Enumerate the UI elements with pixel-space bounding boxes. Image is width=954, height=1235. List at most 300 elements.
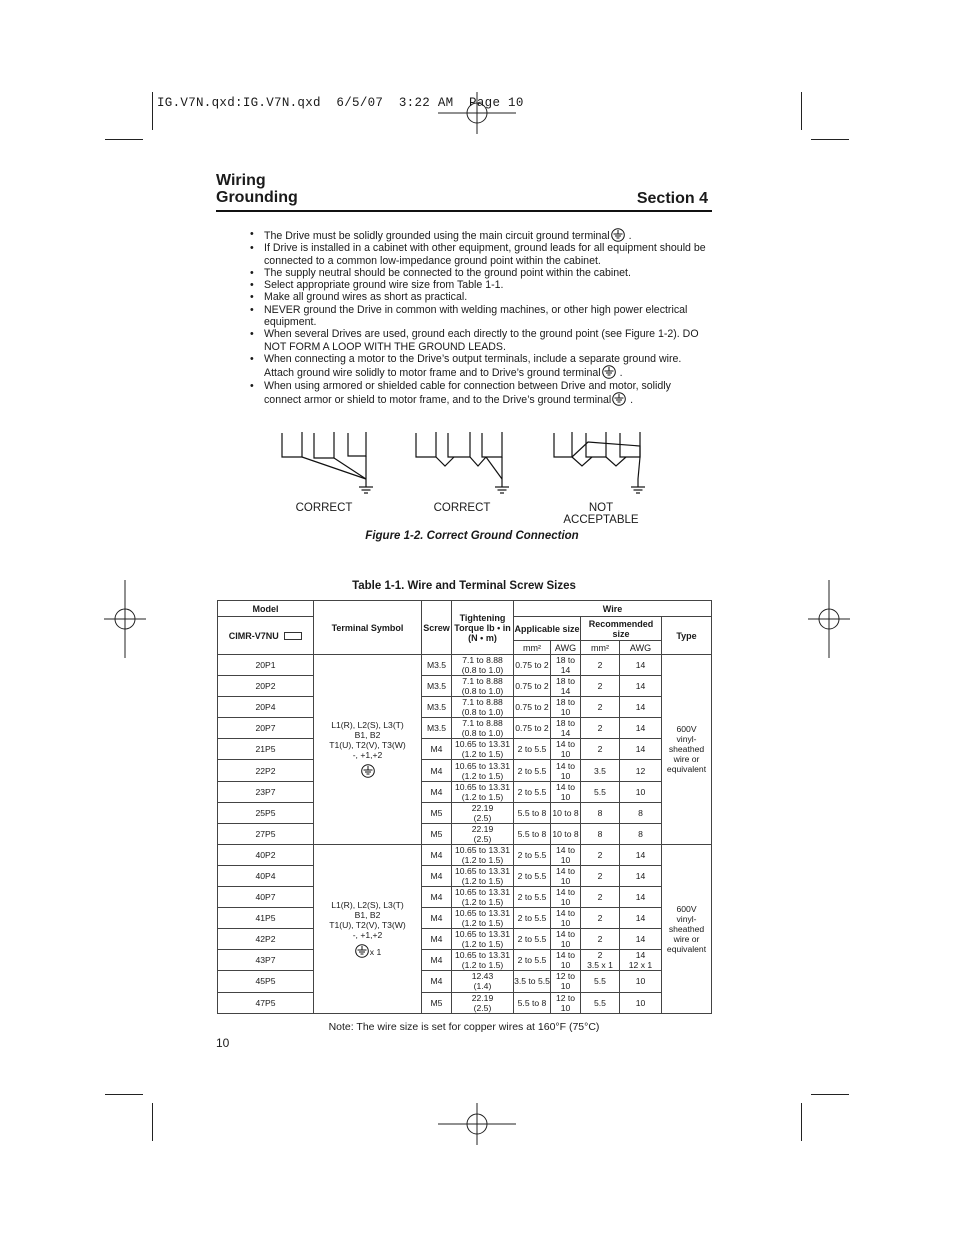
bullet-text: The Drive must be solidly grounded using the main circuit ground terminal xyxy=(264,230,610,242)
awg-line-1: 14 to xyxy=(555,739,576,750)
wire-screw-table xyxy=(217,600,712,1014)
recommended-awg-cell xyxy=(620,823,662,844)
torque-lbin: 10.65 to 13.31 xyxy=(455,908,510,919)
recommended-mm2-cell xyxy=(581,676,620,697)
torque-cell xyxy=(452,760,514,781)
model-cell: 21P5 xyxy=(218,739,314,760)
recommended-awg-cell xyxy=(620,865,662,886)
recommended-mm2-cell xyxy=(581,718,620,739)
list-item xyxy=(250,242,710,267)
table-row xyxy=(218,718,712,739)
col-header-app-awg: AWG xyxy=(551,641,581,655)
recommended-mm2-cell xyxy=(581,655,620,676)
recommended-mm2-cell xyxy=(581,697,620,718)
table-title: Table 1-1. Wire and Terminal Screw Sizes xyxy=(352,580,576,592)
rec-awg-line-1: 14 xyxy=(635,744,646,755)
applicable-awg-cell xyxy=(551,865,581,886)
col-header-rec-mm2: mm² xyxy=(581,641,620,655)
applicable-mm2-cell: 2 to 5.5 xyxy=(514,760,551,781)
recommended-awg-cell xyxy=(620,739,662,760)
rec-mm2-line-1: 2 xyxy=(597,849,603,860)
applicable-mm2-cell: 5.5 to 8 xyxy=(514,823,551,844)
table-row xyxy=(218,844,712,865)
rec-awg-line-1: 14 xyxy=(635,660,646,671)
rec-mm2-line-1: 2 xyxy=(597,892,603,903)
model-cell: 20P2 xyxy=(218,676,314,697)
wire-type-cell xyxy=(662,844,712,1013)
applicable-mm2-cell: 2 to 5.5 xyxy=(514,844,551,865)
awg-line-2: 14 xyxy=(560,665,571,676)
rec-mm2-line-1: 2 xyxy=(597,744,603,755)
recommended-mm2-cell xyxy=(581,760,620,781)
header-rule xyxy=(216,210,712,212)
torque-cell xyxy=(452,929,514,950)
recommended-mm2-cell xyxy=(581,950,620,971)
awg-line-1: 18 to xyxy=(555,718,576,729)
wire-type-cell xyxy=(662,655,712,845)
col-header-screw: Screw xyxy=(422,601,452,655)
torque-nm: (0.8 to 1.0) xyxy=(461,707,504,718)
table-row xyxy=(218,760,712,781)
torque-nm: (1.2 to 1.5) xyxy=(461,749,504,760)
torque-lbin: 10.65 to 13.31 xyxy=(455,950,510,961)
torque-nm: (1.2 to 1.5) xyxy=(461,791,504,802)
recommended-mm2-cell xyxy=(581,971,620,992)
awg-line-1: 14 to xyxy=(555,887,576,898)
rec-awg-line-1: 14 xyxy=(635,702,646,713)
torque-cell xyxy=(452,676,514,697)
recommended-awg-cell xyxy=(620,908,662,929)
applicable-awg-cell xyxy=(551,760,581,781)
rec-mm2-line-1: 2 xyxy=(597,702,603,713)
ground-connection-figure xyxy=(270,428,660,500)
col-header-app-mm2: mm² xyxy=(514,641,551,655)
model-blank-box xyxy=(284,632,302,640)
diagram-correct-2 xyxy=(416,432,509,493)
applicable-mm2-cell: 2 to 5.5 xyxy=(514,929,551,950)
rec-awg-line-1: 12 xyxy=(635,765,646,776)
model-cell: 20P4 xyxy=(218,697,314,718)
type-line: equivalent xyxy=(666,764,707,775)
recommended-awg-cell xyxy=(620,781,662,802)
torque-nm: (1.2 to 1.5) xyxy=(461,770,504,781)
torque-nm: (0.8 to 1.0) xyxy=(461,665,504,676)
applicable-awg-cell xyxy=(551,823,581,844)
applicable-awg-cell xyxy=(551,802,581,823)
awg-line-1: 10 to 8 xyxy=(552,807,579,818)
rec-mm2-line-2: 3.5 x 1 xyxy=(587,960,613,971)
recommended-mm2-cell xyxy=(581,781,620,802)
torque-cell xyxy=(452,844,514,865)
diagram-not-acceptable xyxy=(554,432,645,493)
list-item xyxy=(250,380,710,407)
registration-mark-left xyxy=(104,580,146,658)
terminal-line: T1(U), T2(V), T3(W) xyxy=(329,740,406,751)
torque-lbin: 7.1 to 8.88 xyxy=(462,718,503,729)
torque-lbin: 7.1 to 8.88 xyxy=(462,697,503,708)
rec-awg-line-1: 14 xyxy=(635,934,646,945)
terminal-ground-row xyxy=(314,944,421,958)
list-item xyxy=(250,267,710,279)
torque-nm: (1.2 to 1.5) xyxy=(461,875,504,886)
torque-lbin: 10.65 to 13.31 xyxy=(455,844,510,855)
table-row xyxy=(218,865,712,886)
awg-line-2: 10 xyxy=(560,854,571,865)
col-header-terminal: Terminal Symbol xyxy=(314,601,422,655)
torque-lbin: 7.1 to 8.88 xyxy=(462,655,503,666)
awg-line-2: 10 xyxy=(560,1002,571,1013)
recommended-mm2-cell xyxy=(581,992,620,1013)
torque-nm: (1.2 to 1.5) xyxy=(461,939,504,950)
torque-cell xyxy=(452,718,514,739)
bullet-suffix: . xyxy=(628,230,632,242)
torque-nm: (2.5) xyxy=(473,1002,492,1013)
screw-cell: M4 xyxy=(422,929,452,950)
torque-cell xyxy=(452,887,514,908)
screw-cell: M4 xyxy=(422,865,452,886)
registration-mark-bottom xyxy=(438,1103,516,1145)
table-row xyxy=(218,697,712,718)
terminal-line: L1(R), L2(S), L3(T) xyxy=(331,720,404,731)
rec-mm2-line-1: 2 xyxy=(597,723,603,734)
ground-terminal-icon xyxy=(601,365,617,379)
type-line: vinyl- xyxy=(676,913,697,924)
awg-line-2: 10 xyxy=(560,918,571,929)
applicable-awg-cell xyxy=(551,781,581,802)
table-body xyxy=(218,655,712,1014)
terminal-symbol-cell xyxy=(314,655,422,845)
applicable-awg-cell xyxy=(551,697,581,718)
torque-cell xyxy=(452,950,514,971)
awg-line-1: 18 to xyxy=(555,697,576,708)
awg-line-1: 14 to xyxy=(555,781,576,792)
type-line: 600V xyxy=(676,724,697,735)
applicable-mm2-cell: 2 to 5.5 xyxy=(514,908,551,929)
terminal-ground-count: x 1 xyxy=(369,946,382,957)
rec-mm2-line-1: 5.5 xyxy=(594,786,606,797)
torque-nm: (1.2 to 1.5) xyxy=(461,918,504,929)
rec-awg-line-1: 14 xyxy=(635,950,646,961)
title-line-1: Wiring xyxy=(216,172,266,189)
screw-cell: M4 xyxy=(422,887,452,908)
awg-line-1: 10 to 8 xyxy=(552,828,579,839)
applicable-awg-cell xyxy=(551,887,581,908)
model-cell: 40P4 xyxy=(218,865,314,886)
type-line: sheathed xyxy=(668,744,705,755)
section-label: Section 4 xyxy=(636,190,708,207)
applicable-mm2-cell: 2 to 5.5 xyxy=(514,865,551,886)
torque-cell xyxy=(452,908,514,929)
torque-lbin: 7.1 to 8.88 xyxy=(462,676,503,687)
col-header-rec-awg: AWG xyxy=(620,641,662,655)
model-cell: 27P5 xyxy=(218,823,314,844)
recommended-awg-cell xyxy=(620,760,662,781)
list-item xyxy=(250,304,710,329)
bullet-text: The supply neutral should be connected to the ground point within the cabinet. xyxy=(264,266,631,279)
bullet-text: NEVER ground the Drive in common with welding machines, or other high power electrical equipment. xyxy=(264,303,688,329)
awg-line-1: 14 to xyxy=(555,929,576,940)
registration-mark-right xyxy=(808,580,850,658)
bullet-text: When several Drives are used, ground each directly to the ground point (see Figure 1-2). DO NOT FORM A LOOP WITH THE GROUND LEADS. xyxy=(264,328,699,353)
bullet-text: If Drive is installed in a cabinet with other equipment, ground leads for all equipment should be connected to a common low-impedance ground point within the cabinet. xyxy=(264,242,706,267)
applicable-awg-cell xyxy=(551,739,581,760)
applicable-awg-cell xyxy=(551,971,581,992)
type-line: 600V xyxy=(676,903,697,914)
terminal-line: T1(U), T2(V), T3(W) xyxy=(329,919,406,930)
awg-line-1: 12 to xyxy=(555,971,576,982)
torque-lbin: 10.65 to 13.31 xyxy=(455,760,510,771)
diagram-correct-1 xyxy=(282,432,373,493)
screw-cell: M4 xyxy=(422,908,452,929)
applicable-mm2-cell: 0.75 to 2 xyxy=(514,697,551,718)
torque-cell xyxy=(452,739,514,760)
applicable-mm2-cell: 5.5 to 8 xyxy=(514,992,551,1013)
applicable-mm2-cell: 2 to 5.5 xyxy=(514,781,551,802)
list-item xyxy=(250,328,710,353)
rec-awg-line-1: 8 xyxy=(638,807,643,818)
bullet-text: When using armored or shielded cable for connection between Drive and motor, solidly connect armor or shield to motor frame, and to the Drive’s ground terminal xyxy=(264,379,671,406)
screw-cell: M3.5 xyxy=(422,697,452,718)
col-header-applicable: Applicable size xyxy=(514,617,581,641)
list-item xyxy=(250,279,710,291)
applicable-mm2-cell: 2 to 5.5 xyxy=(514,950,551,971)
torque-nm: (1.2 to 1.5) xyxy=(461,897,504,908)
recommended-awg-cell xyxy=(620,929,662,950)
table-note: Note: The wire size is set for copper wires at 160°F (75°C) xyxy=(328,1021,600,1033)
col-header-recommended: Recommended size xyxy=(581,617,662,641)
awg-line-1: 14 to xyxy=(555,865,576,876)
applicable-mm2-cell: 3.5 to 5.5 xyxy=(514,971,551,992)
recommended-awg-cell xyxy=(620,655,662,676)
terminal-line: B1, B2 xyxy=(354,730,381,741)
awg-line-1: 18 to xyxy=(555,655,576,666)
awg-line-1: 12 to xyxy=(555,992,576,1003)
torque-cell xyxy=(452,992,514,1013)
rec-awg-line-1: 14 xyxy=(635,681,646,692)
figure-label-correct-1: CORRECT xyxy=(295,502,353,514)
list-item xyxy=(250,291,710,303)
figure-caption: Figure 1-2. Correct Ground Connection xyxy=(365,530,579,542)
recommended-mm2-cell xyxy=(581,823,620,844)
awg-line-2: 10 xyxy=(560,897,571,908)
type-line: vinyl- xyxy=(676,734,697,745)
table-row xyxy=(218,802,712,823)
torque-cell xyxy=(452,971,514,992)
awg-line-2: 10 xyxy=(560,939,571,950)
table-row xyxy=(218,992,712,1013)
rec-awg-line-1: 10 xyxy=(635,997,646,1008)
torque-cell xyxy=(452,697,514,718)
rec-mm2-line-1: 3.5 xyxy=(594,765,606,776)
model-cell: 20P7 xyxy=(218,718,314,739)
rec-awg-line-2: 12 x 1 xyxy=(628,960,653,971)
col-header-type: Type xyxy=(662,617,712,655)
applicable-mm2-cell: 0.75 to 2 xyxy=(514,718,551,739)
screw-cell: M4 xyxy=(422,844,452,865)
ground-terminal-icon xyxy=(360,764,376,778)
rec-mm2-line-1: 8 xyxy=(597,807,603,818)
figure-label-not-acceptable: NOT ACCEPTABLE xyxy=(563,502,639,526)
table-row xyxy=(218,950,712,971)
awg-line-2: 10 xyxy=(560,875,571,886)
screw-cell: M4 xyxy=(422,739,452,760)
applicable-mm2-cell: 5.5 to 8 xyxy=(514,802,551,823)
awg-line-2: 10 xyxy=(560,960,571,971)
rec-awg-line-1: 14 xyxy=(635,849,646,860)
table-row xyxy=(218,908,712,929)
bullet-suffix: . xyxy=(630,393,634,406)
bullet-text: When connecting a motor to the Drive’s output terminals, include a separate ground wire. Attach ground wire solidly to motor frame and to Drive’s ground terminal xyxy=(264,352,682,380)
model-prefix: CIMR-V7NU xyxy=(228,630,279,641)
recommended-awg-cell xyxy=(620,992,662,1013)
applicable-awg-cell xyxy=(551,950,581,971)
col-header-wire: Wire xyxy=(514,601,712,617)
awg-line-1: 18 to xyxy=(555,676,576,687)
col-header-torque: Tightening Torque lb • in (N • m) xyxy=(452,601,514,655)
rec-mm2-line-1: 2 xyxy=(597,934,603,945)
torque-lbin: 10.65 to 13.31 xyxy=(455,929,510,940)
torque-lbin: 22.19 xyxy=(471,992,494,1003)
terminal-line: -, +1,+2 xyxy=(352,750,383,761)
print-slug: IG.V7N.qxd:IG.V7N.qxd 6/5/07 3:22 AM Page 10 xyxy=(157,96,524,110)
awg-line-2: 10 xyxy=(560,981,571,992)
rec-awg-line-1: 10 xyxy=(635,786,646,797)
applicable-awg-cell xyxy=(551,992,581,1013)
applicable-awg-cell xyxy=(551,718,581,739)
screw-cell: M3.5 xyxy=(422,676,452,697)
rec-mm2-line-1: 2 xyxy=(597,913,603,924)
torque-lbin: 12.43 xyxy=(471,971,494,982)
torque-cell xyxy=(452,802,514,823)
rec-mm2-line-1: 5.5 xyxy=(594,997,606,1008)
torque-nm: (0.8 to 1.0) xyxy=(461,686,504,697)
rec-awg-line-1: 14 xyxy=(635,723,646,734)
recommended-awg-cell xyxy=(620,844,662,865)
model-cell: 47P5 xyxy=(218,992,314,1013)
table-row xyxy=(218,676,712,697)
rec-awg-line-1: 8 xyxy=(638,828,643,839)
awg-line-1: 14 to xyxy=(555,760,576,771)
screw-cell: M4 xyxy=(422,781,452,802)
torque-lbin: 22.19 xyxy=(471,802,494,813)
model-cell: 25P5 xyxy=(218,802,314,823)
torque-lbin: 22.19 xyxy=(471,823,494,834)
figure-label-correct-2: CORRECT xyxy=(433,502,491,514)
awg-line-2: 10 xyxy=(560,791,571,802)
title-line-2: Grounding xyxy=(216,189,298,206)
screw-cell: M4 xyxy=(422,760,452,781)
ground-terminal-icon xyxy=(354,944,370,958)
recommended-awg-cell xyxy=(620,676,662,697)
awg-line-2: 10 xyxy=(560,749,571,760)
recommended-mm2-cell xyxy=(581,739,620,760)
screw-cell: M3.5 xyxy=(422,655,452,676)
recommended-awg-cell xyxy=(620,697,662,718)
screw-cell: M5 xyxy=(422,992,452,1013)
rec-mm2-line-1: 2 xyxy=(597,870,603,881)
table-row xyxy=(218,929,712,950)
torque-lbin: 10.65 to 13.31 xyxy=(455,739,510,750)
applicable-mm2-cell: 2 to 5.5 xyxy=(514,739,551,760)
awg-line-1: 14 to xyxy=(555,908,576,919)
terminal-line: -, +1,+2 xyxy=(352,929,383,940)
type-line: wire or xyxy=(673,754,700,765)
torque-nm: (0.8 to 1.0) xyxy=(461,728,504,739)
applicable-awg-cell xyxy=(551,908,581,929)
awg-line-2: 14 xyxy=(560,728,571,739)
table-row xyxy=(218,823,712,844)
torque-lbin: 10.65 to 13.31 xyxy=(455,865,510,876)
bullet-text: Make all ground wires as short as practical. xyxy=(264,291,468,304)
recommended-mm2-cell xyxy=(581,908,620,929)
recommended-awg-cell xyxy=(620,887,662,908)
type-line: sheathed xyxy=(668,923,705,934)
torque-lbin: 10.65 to 13.31 xyxy=(455,887,510,898)
torque-nm: (2.5) xyxy=(473,833,492,844)
type-line: wire or xyxy=(673,933,700,944)
recommended-awg-cell xyxy=(620,971,662,992)
rec-mm2-line-1: 8 xyxy=(597,828,603,839)
rec-mm2-line-1: 2 xyxy=(597,660,603,671)
rec-awg-line-1: 14 xyxy=(635,913,646,924)
grounding-instructions xyxy=(250,228,710,406)
screw-cell: M5 xyxy=(422,823,452,844)
rec-mm2-line-1: 2 xyxy=(597,681,603,692)
ground-terminal-icon xyxy=(611,392,627,406)
recommended-mm2-cell xyxy=(581,929,620,950)
table-row xyxy=(218,971,712,992)
recommended-mm2-cell xyxy=(581,802,620,823)
model-cell: 43P7 xyxy=(218,950,314,971)
screw-cell: M4 xyxy=(422,950,452,971)
torque-nm: (1.4) xyxy=(473,981,492,992)
awg-line-2: 14 xyxy=(560,686,571,697)
model-cell: 23P7 xyxy=(218,781,314,802)
model-cell: 41P5 xyxy=(218,908,314,929)
model-cell: 42P2 xyxy=(218,929,314,950)
applicable-awg-cell xyxy=(551,676,581,697)
applicable-awg-cell xyxy=(551,655,581,676)
recommended-mm2-cell xyxy=(581,844,620,865)
terminal-line: B1, B2 xyxy=(354,909,381,920)
torque-cell xyxy=(452,655,514,676)
rec-awg-line-1: 10 xyxy=(635,976,646,987)
torque-cell xyxy=(452,823,514,844)
model-cell: 22P2 xyxy=(218,760,314,781)
terminal-symbol-cell xyxy=(314,844,422,1013)
table-row xyxy=(218,655,712,676)
table-row xyxy=(218,781,712,802)
torque-nm: (2.5) xyxy=(473,812,492,823)
recommended-mm2-cell xyxy=(581,887,620,908)
terminal-line: L1(R), L2(S), L3(T) xyxy=(331,899,404,910)
screw-cell: M4 xyxy=(422,971,452,992)
torque-cell xyxy=(452,865,514,886)
table-row xyxy=(218,887,712,908)
list-item xyxy=(250,228,710,242)
model-cell: 20P1 xyxy=(218,655,314,676)
col-header-model: Model xyxy=(218,601,314,617)
screw-cell: M3.5 xyxy=(422,718,452,739)
rec-awg-line-1: 14 xyxy=(635,870,646,881)
awg-line-2: 10 xyxy=(560,770,571,781)
rec-mm2-line-1: 2 xyxy=(597,950,603,961)
model-cell: 40P7 xyxy=(218,887,314,908)
torque-nm: (1.2 to 1.5) xyxy=(461,854,504,865)
rec-awg-line-1: 14 xyxy=(635,892,646,903)
ground-terminal-icon xyxy=(610,228,626,242)
applicable-awg-cell xyxy=(551,844,581,865)
